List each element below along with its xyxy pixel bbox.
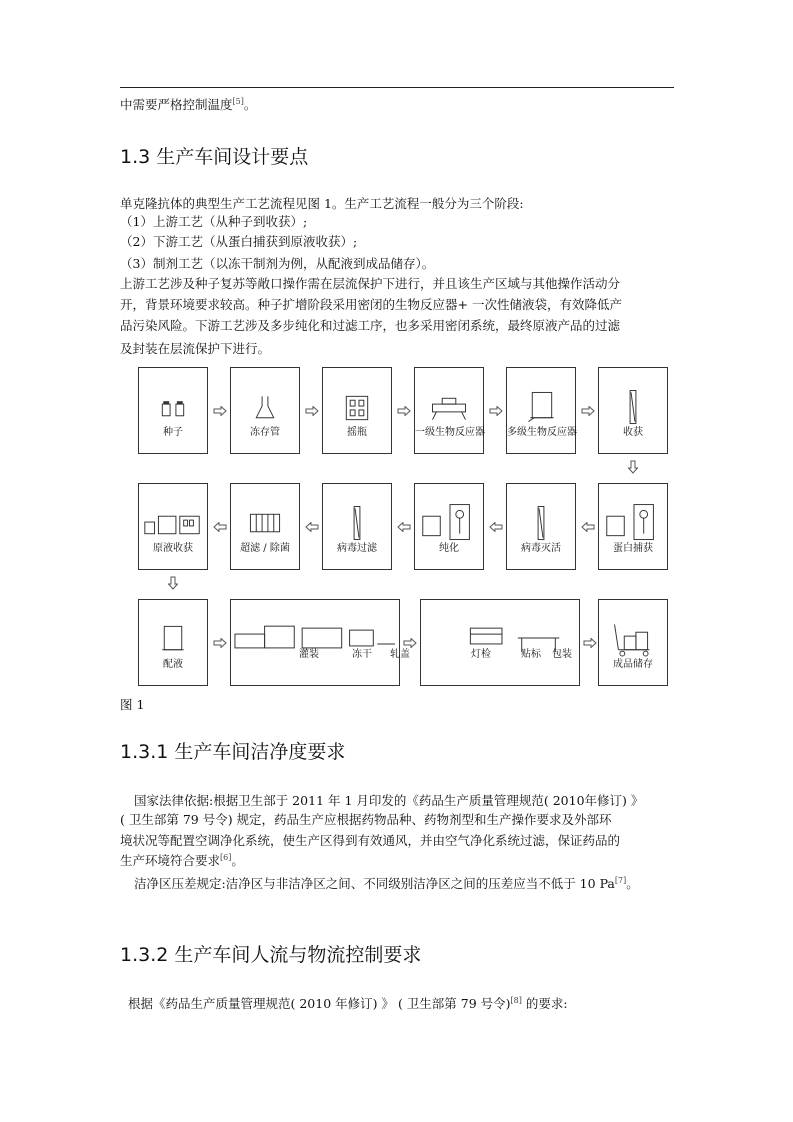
box-label: 配液: [163, 659, 183, 670]
mixing-bag-icon: [139, 620, 207, 660]
box-label: 摇瓶: [347, 427, 367, 438]
filter-column-icon: [599, 388, 667, 428]
list-item-upstream: （1）上游工艺（从种子到收获）;: [120, 214, 308, 229]
paragraph-line: 品污染风险。下游工艺涉及多步纯化和过滤工序，也多采用密闭系统，最终原液产品的过滤: [120, 318, 621, 333]
storage-tank-icon: [139, 504, 207, 544]
box-store: [598, 599, 668, 686]
figure-caption: 图 1: [120, 697, 145, 712]
arrow-left-icon: [397, 522, 411, 532]
citation-7: [7]: [614, 875, 627, 885]
label-pack: 包装: [552, 649, 572, 660]
box-bio2: [506, 367, 576, 454]
intro-line: 中需要严格控制温度[5]。: [120, 96, 257, 112]
box-label: 一级生物反应器: [415, 427, 485, 438]
paragraph-line: 上游工艺涉及种子复苏等敞口操作需在层流保护下进行，并且该生产区域与其他操作活动分: [120, 276, 621, 291]
bioreactor-icon: [415, 388, 483, 428]
box-label: 超滤 / 除菌: [240, 543, 290, 554]
box-label: 多级生物反应器: [507, 427, 577, 438]
paragraph-line: 根据《药品生产质量管理规范( 2010 年修订) 》 ( 卫生部第 79 号令)[8] 的要求:: [128, 995, 568, 1011]
arrow-right-icon: [403, 638, 417, 648]
arrow-right-icon: [397, 406, 411, 416]
box-label: 收获: [623, 427, 643, 438]
box-label: 蛋白捕获: [613, 543, 653, 554]
box-harvest: [598, 367, 668, 454]
box-purify: [414, 483, 484, 570]
arrow-left-icon: [213, 522, 227, 532]
box-label: 病毒过滤: [337, 543, 377, 554]
box-virusfilt: [322, 483, 392, 570]
label-inspect: 灯检: [471, 649, 491, 660]
arrow-right-icon: [213, 638, 227, 648]
label-cap: 轧盖: [390, 649, 410, 660]
box-label: 种子: [163, 427, 183, 438]
arrow-right-icon: [213, 406, 227, 416]
box-label: 原液收获: [153, 543, 193, 554]
paragraph-line: 生产环境符合要求[6]。: [120, 852, 244, 868]
flask-icon: [231, 388, 299, 428]
filter-column-icon: [507, 504, 575, 544]
paragraph-line: 及封装在层流保护下进行。: [120, 341, 271, 356]
cart-icon: [599, 620, 667, 660]
box-formulate: [138, 599, 208, 686]
bioreactor-bag-icon: [507, 388, 575, 428]
box-virusinact: [506, 483, 576, 570]
citation-6: [6]: [220, 852, 232, 862]
box-shake: [322, 367, 392, 454]
box-bulk: [138, 483, 208, 570]
arrow-left-icon: [581, 522, 595, 532]
box-label: 纯化: [439, 543, 459, 554]
filter-column-icon: [323, 504, 391, 544]
paragraph-line: 国家法律依据:根据卫生部于 2011 年 1 月印发的《药品生产质量管理规范( 2010年修订) 》: [134, 793, 644, 808]
box-seed: [138, 367, 208, 454]
arrow-left-icon: [489, 522, 503, 532]
heading-1-3: 1.3 生产车间设计要点: [120, 146, 309, 168]
box-label: 病毒灭活: [521, 543, 561, 554]
header-rule: [120, 87, 674, 88]
arrow-right-icon: [489, 406, 503, 416]
arrow-down-icon: [628, 460, 638, 474]
arrow-right-icon: [581, 406, 595, 416]
citation-5: [5]: [232, 96, 244, 106]
list-item-formulation: （3）制剂工艺（以冻干制剂为例，从配液到成品储存）。: [120, 256, 435, 271]
box-uf: [230, 483, 300, 570]
box-vial: [230, 367, 300, 454]
chromatography-icon: [415, 504, 483, 544]
box-label: 成品储存: [613, 659, 653, 670]
heading-1-3-2: 1.3.2 生产车间人流与物流控制要求: [120, 944, 422, 966]
arrow-down-icon: [168, 576, 178, 590]
incubator-icon: [323, 388, 391, 428]
paragraph-line: 境状况等配置空调净化系统，使生产区得到有效通风，并由空气净化系统过滤，保证药品的: [120, 833, 621, 848]
box-label: 冻存管: [250, 427, 280, 438]
paragraph-line: 单克隆抗体的典型生产工艺流程见图 1。生产工艺流程一般分为三个阶段:: [120, 196, 524, 211]
arrow-right-icon: [305, 406, 319, 416]
label-lyo: 冻干: [352, 649, 372, 660]
box-fill-lyo-cap: [230, 599, 400, 686]
box-inspect-label-pack: [420, 599, 580, 686]
heading-1-3-1: 1.3.1 生产车间洁净度要求: [120, 741, 346, 763]
arrow-right-icon: [583, 638, 597, 648]
ultrafiltration-icon: [231, 504, 299, 544]
paragraph-line: 开，背景环境要求较高。种子扩增阶段采用密闭的生物反应器+ 一次性储液袋，有效降低产: [120, 297, 622, 312]
label-fill: 灌装: [299, 649, 319, 660]
list-item-downstream: （2）下游工艺（从蛋白捕获到原液收获）;: [120, 234, 358, 249]
paragraph-line: 洁净区压差规定:洁净区与非洁净区之间、不同级别洁净区之间的压差应当不低于 10 Pa[7]。: [134, 875, 639, 891]
seed-vials-icon: [139, 388, 207, 428]
box-capture: [598, 483, 668, 570]
label-label: 贴标: [521, 649, 541, 660]
citation-8: [8]: [510, 995, 522, 1005]
box-bio1: [414, 367, 484, 454]
paragraph-line: ( 卫生部第 79 号令) 规定，药品生产应根据药物品种、药物剂型和生产操作要求及外部环: [120, 812, 612, 827]
process-flow-diagram: [132, 360, 672, 690]
chromatography-icon: [599, 504, 667, 544]
arrow-left-icon: [305, 522, 319, 532]
